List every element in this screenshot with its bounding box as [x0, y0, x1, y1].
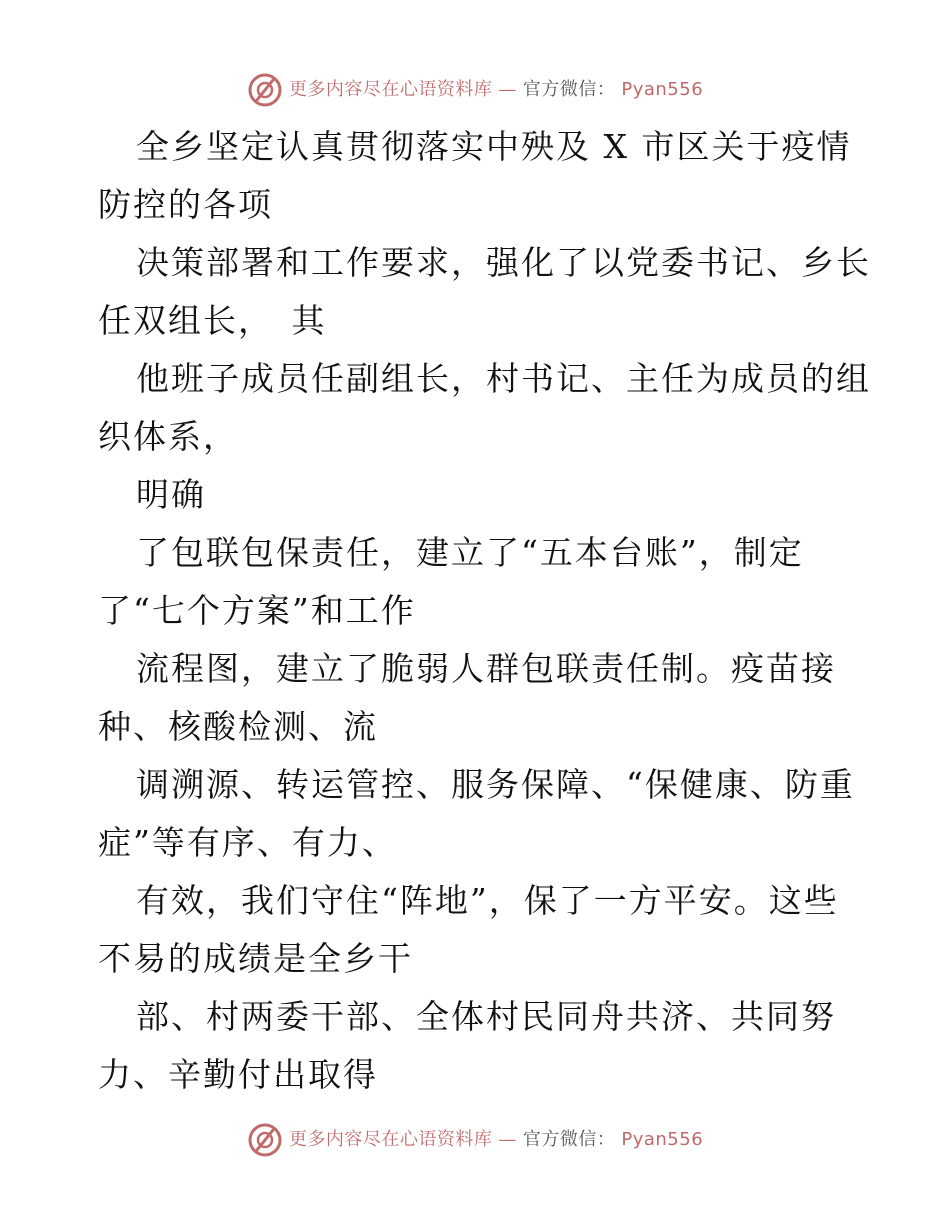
paragraph [98, 756, 858, 872]
watermark-separator: — [498, 1129, 517, 1150]
watermark-label: 官方微信： [522, 1129, 616, 1150]
paragraph-line: 全乡坚定认真贯彻落实中殃及 X 市区关于疫情 [136, 127, 852, 166]
paragraph-line: 症”等有序、有力、 [98, 823, 397, 862]
watermark-header [0, 70, 950, 110]
watermark-footer [0, 1120, 950, 1160]
paragraph [98, 234, 871, 350]
paragraph [98, 640, 858, 756]
paragraph-line: 决策部署和工作要求，强化了以党委书记、乡长 [136, 243, 871, 282]
paragraph [98, 350, 871, 466]
paragraph-line: 防控的各项 [98, 185, 273, 224]
watermark-handle: Pyan556 [621, 1129, 704, 1150]
paragraph-line: 种、核酸检测、流 [98, 707, 378, 746]
paragraph-line: 了包联包保责任，建立了“五本台账”，制定 [136, 533, 804, 572]
paragraph-line: 有效，我们守住“阵地”，保了一方平安。这些 [136, 881, 839, 920]
paragraph [98, 524, 858, 640]
paragraph [98, 988, 858, 1104]
paragraph-line: 明确 [136, 475, 206, 514]
paragraph-line: 流程图，建立了脆弱人群包联责任制。疫苗接 [136, 649, 836, 688]
watermark-handle: Pyan556 [621, 79, 704, 100]
document-body [98, 118, 871, 1104]
logo-icon [247, 72, 283, 108]
paragraph-line: 调溯源、转运管控、服务保障、“保健康、防重 [136, 765, 855, 804]
paragraph [98, 118, 858, 234]
watermark-text: 更多内容尽在心语资料库 [288, 1129, 493, 1150]
paragraph [98, 872, 858, 988]
paragraph-line: 部、村两委干部、全体村民同舟共济、共同努 [136, 997, 836, 1036]
paragraph-line: 了“七个方案”和工作 [98, 591, 416, 630]
paragraph-line: 力、辛勤付出取得 [98, 1055, 378, 1094]
paragraph-line: 不易的成绩是全乡干 [98, 939, 413, 978]
paragraph-line: 任双组长， 其 [98, 301, 327, 340]
paragraph-line: 他班子成员任副组长，村书记、主任为成员的组 [136, 359, 871, 398]
watermark-text: 更多内容尽在心语资料库 [288, 79, 493, 100]
paragraph-line: 织体系， [98, 417, 238, 456]
watermark-separator: — [498, 79, 517, 100]
logo-icon [247, 1122, 283, 1158]
paragraph [98, 466, 858, 524]
watermark-label: 官方微信： [522, 79, 616, 100]
